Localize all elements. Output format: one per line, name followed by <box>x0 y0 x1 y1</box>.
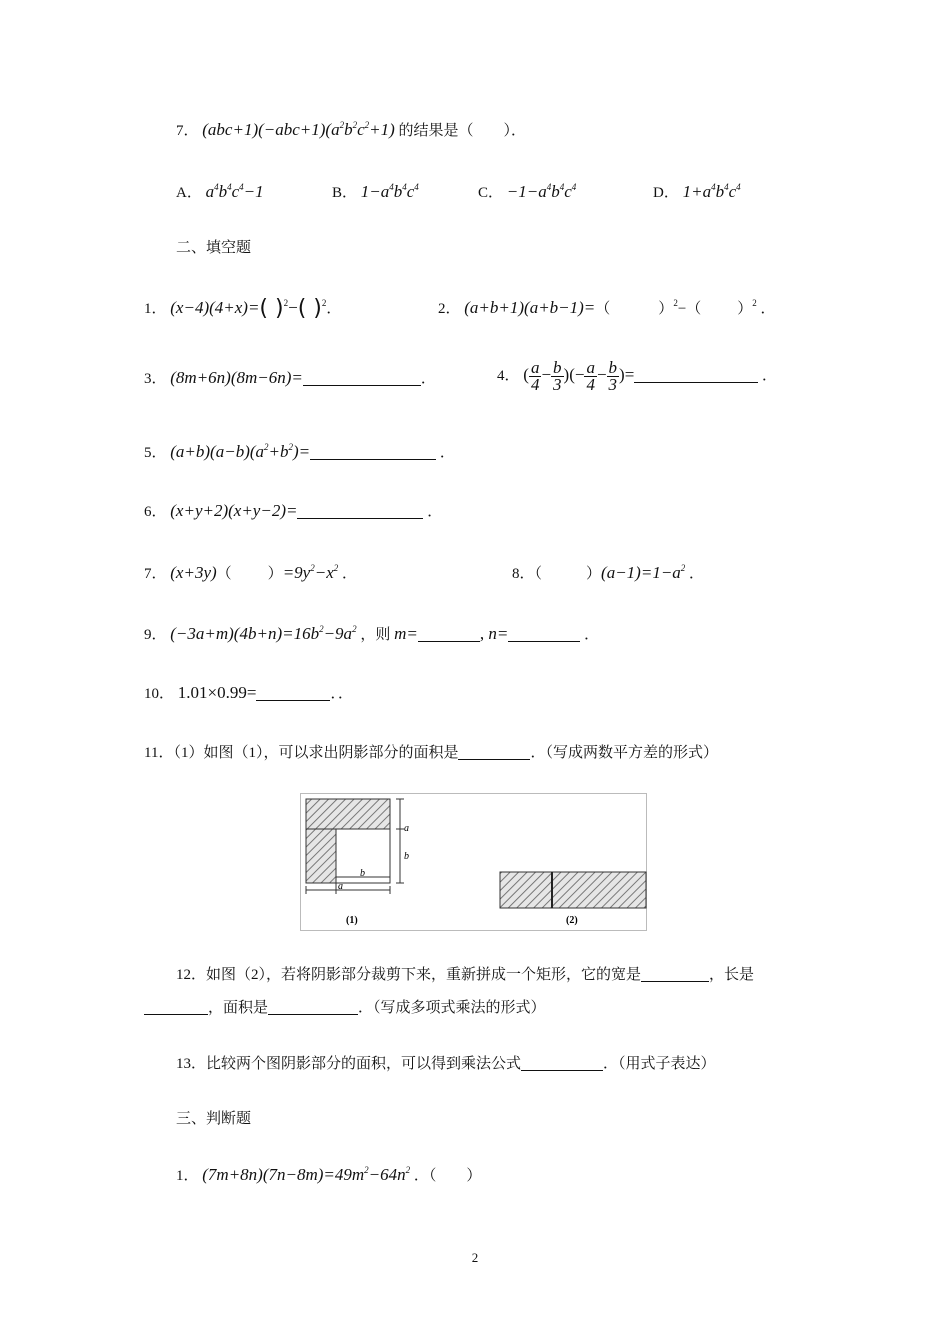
answer-blank[interactable] <box>521 1055 603 1071</box>
option-b: B． $1-a^4b^4c^4$ <box>332 182 419 201</box>
answer-blank-n[interactable] <box>508 626 580 642</box>
answer-blank-area[interactable] <box>268 999 358 1015</box>
fill-question-10: 10． 1.01×0.99= ．． <box>144 683 353 702</box>
choice-question-7 <box>176 120 526 141</box>
answer-blank-m[interactable] <box>418 626 480 642</box>
fill-question-3: 3． (8m+6n)(8m−6n)= ． <box>144 368 436 387</box>
answer-blank[interactable] <box>303 370 421 386</box>
option-c: C． $-1-a^4b^4c^4$ <box>478 182 577 201</box>
dim-label-b-bottom: b <box>360 868 365 879</box>
answer-blank[interactable] <box>256 685 330 701</box>
dim-label-a-bottom: a <box>338 881 343 892</box>
answer-blank-width[interactable] <box>641 966 709 982</box>
fill-question-12-cont: ，面积是 ．（写成多项式乘法的形式） <box>144 998 546 1018</box>
answer-blank[interactable] <box>634 367 758 383</box>
question-number: 7． <box>176 123 199 139</box>
fill-question-12: 12．如图（2），若将阴影部分裁剪下来，重新拼成一个矩形，它的宽是 ，长是 <box>176 967 755 983</box>
figure-2-label: (2) <box>566 915 578 926</box>
fill-question-9: 9． $(-3a+m)(4b+n)=16b^2-9a^2$ ，则 m= , n= ． <box>144 624 600 643</box>
shaded-rectangle <box>500 872 646 908</box>
fill-question-1: 1． (x−4)(4+x)=( )$^2$−( )$^2$． <box>144 296 342 321</box>
page-number: 2 <box>471 1250 479 1265</box>
section-title-fill-in: 二、填空题 <box>176 240 252 256</box>
math-expression: $(abc+1)(-abc+1)(a^2b^2c^2+1)$ <box>202 120 395 139</box>
fill-question-7: 7． (x+3y)（ ）$=9y^2-x^2$ ． <box>144 563 358 582</box>
option-d: D． $1+a^4b^4c^4$ <box>653 182 741 201</box>
fill-question-13: 13．比较两个图阴影部分的面积，可以得到乘法公式 ．（用式子表达） <box>176 1056 716 1072</box>
answer-blank-length[interactable] <box>144 999 208 1015</box>
section-title-judgement: 三、判断题 <box>176 1111 252 1127</box>
figure-1-label: (1) <box>346 915 358 926</box>
answer-blank[interactable] <box>458 744 530 760</box>
answer-blank[interactable] <box>297 503 423 519</box>
answer-blank[interactable] <box>310 444 436 460</box>
option-a: A． $a^4b^4c^4-1$ <box>176 182 264 201</box>
question-suffix: 的结果是（ ）． <box>398 123 527 139</box>
judge-question-1: 1． $(7m+8n)(7n-8m)=49m^2-64n^2$ ．（ ） <box>176 1165 482 1184</box>
dim-label-b: b <box>404 851 409 862</box>
fill-question-6: 6． (x+y+2)(x+y−2)= ． <box>144 501 443 520</box>
dim-label-a: a <box>404 823 409 834</box>
fill-question-8: 8．（ ）$(a-1)=1-a^2$ ． <box>512 563 705 582</box>
fill-question-11: 11．（1）如图（1），可以求出阴影部分的面积是 ．（写成两数平方差的形式） <box>144 745 718 761</box>
fill-question-5: 5． $(a+b)(a-b)(a^2+b^2)=$ ． <box>144 442 455 461</box>
area-figure <box>300 793 647 931</box>
fill-question-2: 2． (a+b+1)(a+b−1)=（ ）$^2$−（ ）$^2$ ． <box>438 298 776 317</box>
fill-question-4: 4． ( $\frac{a}{4}$ − $\frac{b}{3}$ )(− $\frac{a}{4}$ − $\frac{b}{3}$ )= ． <box>497 358 778 394</box>
